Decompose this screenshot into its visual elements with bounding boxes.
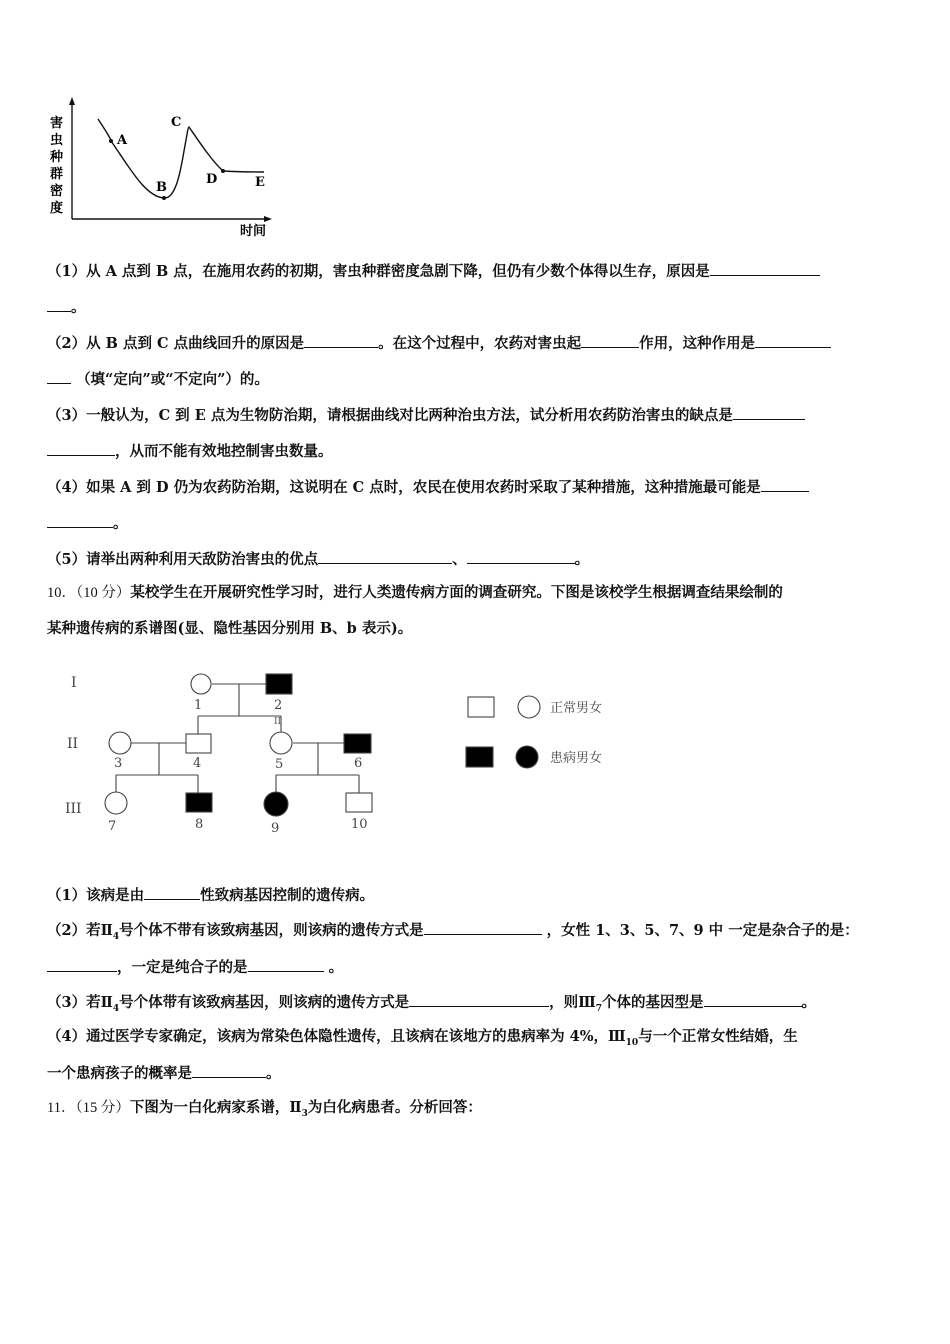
- svg-text:7: 7: [108, 819, 117, 834]
- svg-text:10: 10: [351, 817, 368, 832]
- answer-blank[interactable]: [47, 369, 71, 384]
- point-b: [162, 196, 166, 200]
- q10-part4-line1: （4）通过医学专家确定，该病为常染色体隐性遗传，且该病在该地方的患病率为 4%，$Ⅲ_{10}$与一个正常女性结婚，生: [47, 1028, 798, 1048]
- q9-part2-line1: （2）从 B 点到 C 点曲线回升的原因是 。在这个过程中，农药对害虫起 作用，这种作用是: [47, 333, 831, 354]
- svg-text:密: 密: [50, 184, 64, 199]
- answer-blank[interactable]: [47, 297, 71, 312]
- svg-text:6: 6: [354, 756, 363, 771]
- point-labels: [116, 115, 265, 195]
- answer-blank[interactable]: [755, 333, 831, 348]
- pedigree-lines: [116, 684, 359, 793]
- density-curve: [98, 119, 264, 198]
- q10-part3: （3）若$Ⅱ_4$号个体带有该致病基因，则该病的遗传方式是 ，则$Ⅲ_7$个体的基因型是 。: [47, 994, 817, 1014]
- individual-3-normal-female: [109, 732, 131, 754]
- answer-blank[interactable]: [704, 992, 802, 1007]
- q9-part4-line2: 。: [47, 513, 128, 534]
- svg-text:III: III: [65, 801, 82, 817]
- answer-blank[interactable]: [47, 957, 117, 972]
- q10-intro-line1: 10．（10 分）某校学生在开展研究性学习时，进行人类遗传病方面的调查研究。下图是该校学生根据调查结果绘制的: [47, 584, 783, 601]
- answer-blank[interactable]: [467, 549, 575, 564]
- gen2-mark: II: [274, 717, 282, 727]
- answer-blank[interactable]: [144, 885, 200, 900]
- q10-part2-line2: ，一定是纯合子的是 。: [47, 957, 343, 978]
- x-axis-arrow: [264, 216, 272, 222]
- pedigree-legend: [466, 696, 540, 768]
- q9-part3-line2: ，从而不能有效地控制害虫数量。: [47, 441, 333, 462]
- individual-7-normal-female: [105, 792, 127, 814]
- answer-blank[interactable]: [424, 920, 542, 935]
- individual-2-affected-male: [266, 674, 292, 694]
- svg-text:II: II: [67, 736, 79, 752]
- legend-normal-label: 正常男女: [550, 701, 603, 716]
- q10-part4-line2: 一个患病孩子的概率是 。: [47, 1065, 281, 1082]
- answer-blank[interactable]: [304, 333, 378, 348]
- answer-blank[interactable]: [733, 405, 805, 420]
- svg-text:虫: 虫: [50, 133, 64, 148]
- svg-text:种: 种: [50, 150, 64, 165]
- svg-text:1: 1: [194, 698, 203, 713]
- svg-text:害: 害: [50, 116, 64, 131]
- svg-text:B: B: [156, 180, 167, 195]
- svg-text:4: 4: [193, 756, 202, 771]
- svg-text:C: C: [171, 115, 182, 130]
- pest-density-graph: [40, 95, 285, 240]
- answer-blank[interactable]: [47, 441, 115, 456]
- q9-part1-line1: （1）从 A 点到 B 点，在施用农药的初期，害虫种群密度急剧下降，但仍有少数个体得以生存，原因是: [47, 261, 820, 282]
- answer-blank[interactable]: [248, 957, 324, 972]
- individual-5-normal-female: [270, 732, 292, 754]
- y-axis-arrow: [69, 97, 75, 105]
- individual-1-normal-female: [191, 674, 211, 694]
- q10-part1: （1）该病是由 性致病基因控制的遗传病。: [47, 887, 375, 904]
- individual-10-normal-male: [346, 793, 372, 812]
- svg-text:3: 3: [114, 756, 123, 771]
- svg-text:5: 5: [275, 757, 284, 772]
- answer-blank[interactable]: [192, 1063, 266, 1078]
- svg-text:D: D: [206, 172, 218, 187]
- svg-text:I: I: [71, 675, 77, 691]
- q10-intro-line2: 某种遗传病的系谱图(显、隐性基因分别用 B、b 表示)。: [47, 620, 413, 637]
- svg-text:E: E: [255, 175, 265, 190]
- legend-affected-label: 患病男女: [550, 751, 603, 766]
- svg-text:群: 群: [50, 167, 64, 182]
- answer-blank[interactable]: [761, 477, 809, 492]
- point-d: [221, 169, 225, 173]
- svg-text:2: 2: [274, 698, 283, 713]
- q9-part2-line2: （填“定向”或“不定向”）的。: [47, 369, 269, 390]
- answer-blank[interactable]: [581, 333, 639, 348]
- generation-labels: [65, 675, 82, 817]
- individual-9-affected-female: [264, 792, 288, 816]
- answer-blank[interactable]: [318, 549, 452, 564]
- svg-text:8: 8: [195, 817, 204, 832]
- answer-blank[interactable]: [409, 992, 549, 1007]
- individual-numbers: [108, 698, 368, 836]
- answer-blank[interactable]: [47, 513, 113, 528]
- q9-part4-line1: （4）如果 A 到 D 仍为农药防治期，这说明在 C 点时，农民在使用农药时采取了某种措施，这种措施最可能是: [47, 477, 809, 498]
- q11-intro: 11．（15 分）下图为一白化病家系谱，$Ⅱ_3$为白化病患者。分析回答：: [47, 1099, 482, 1119]
- q10-part2-line1: （2）若$Ⅱ_4$号个体不带有该致病基因，则该病的遗传方式是 ，女性 1、3、5、7、9 中 一定是杂合子的是：: [47, 922, 859, 942]
- svg-text:A: A: [117, 133, 128, 148]
- individual-8-affected-male: [186, 793, 212, 812]
- q9-part1-line2: 。: [47, 297, 86, 318]
- svg-text:9: 9: [271, 821, 280, 836]
- point-a: [109, 139, 113, 143]
- y-axis-label: [49, 115, 64, 216]
- answer-blank[interactable]: [710, 261, 820, 276]
- q9-part3-line1: （3）一般认为，C 到 E 点为生物防治期，请根据曲线对比两种治虫方法，试分析用农药防治害虫的缺点是: [47, 405, 805, 426]
- individual-4-normal-male: [186, 734, 211, 753]
- individual-6-affected-male: [344, 734, 371, 753]
- pedigree-chart: [55, 660, 635, 845]
- x-axis-label: 时间: [240, 224, 267, 239]
- svg-text:度: 度: [50, 201, 64, 216]
- q9-part5: （5）请举出两种利用天敌防治害虫的优点 、 。: [47, 551, 590, 568]
